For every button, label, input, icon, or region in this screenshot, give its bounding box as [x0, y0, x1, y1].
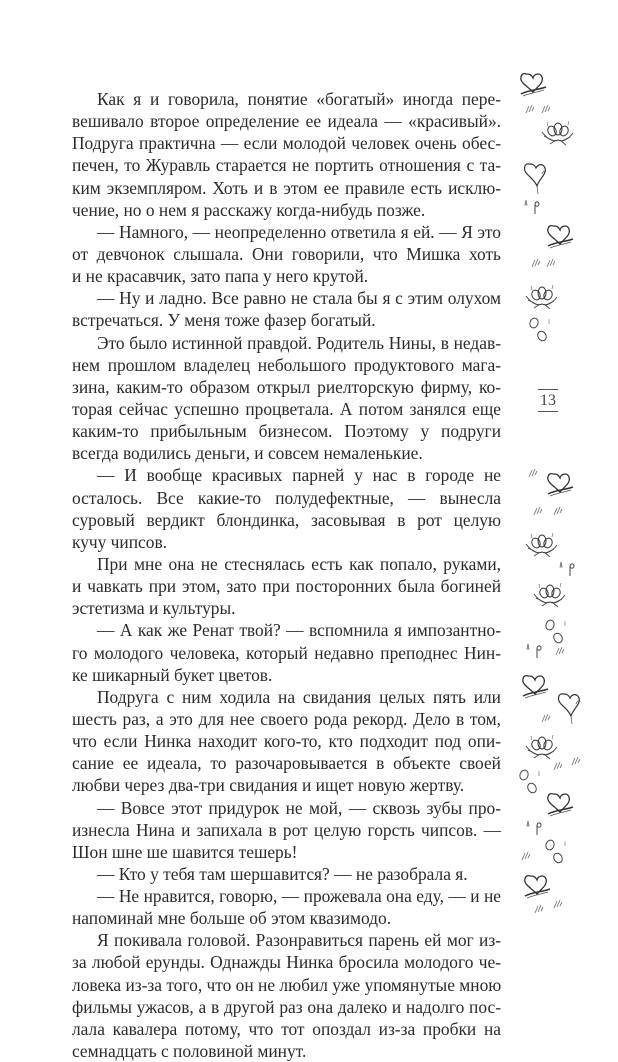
text-line: каким-то прибыльным бизнесом. Поэтому у подруги — [72, 421, 501, 442]
text-line: Я покивала головой. Разонравиться парень ей мог из- — [97, 930, 501, 951]
sparkle-ornament-icon — [540, 103, 552, 115]
text-line: Это было истинной правдой. Родитель Нины, в недав- — [97, 332, 501, 353]
sparkle-ornament-icon — [524, 103, 536, 115]
heart-ornament-icon — [522, 872, 552, 900]
text-line: — Кто у тебя там шершавится? — не разобрала я. — [97, 863, 468, 884]
text-line: — И вообще красивых парней у нас в городе не — [97, 465, 501, 486]
heart-ornament-icon — [545, 790, 575, 818]
text-line: всегда водились деньги, и совсем немаленькие. — [72, 443, 423, 464]
text-line: осталось. Все какие-то полудефектные, — вынесла — [72, 487, 501, 508]
text-line: — А как же Ренат твой? — вспомнила я импозантно- — [97, 620, 501, 641]
heart-ornament-icon — [545, 222, 575, 250]
text-line: зина, каким-то образом открыл риелторскую фирму, ко- — [72, 376, 501, 397]
text-line: Подруга с ним ходила на свидания целых пять или — [97, 686, 501, 707]
drops-ornament-icon — [544, 838, 568, 866]
drops-ornament-icon — [544, 618, 568, 646]
heart-tail-ornament-icon — [522, 160, 550, 196]
page-number: 13 — [538, 389, 558, 412]
text-line: встречаться. У меня тоже фазер богатый. — [72, 310, 376, 331]
swirl-ornament-icon — [558, 558, 576, 578]
body-text — [72, 88, 501, 1062]
text-line: — Вовсе этот придурок не мой, — сквозь зубы про- — [97, 797, 501, 818]
text-line: эстетизма и культуры. — [72, 598, 236, 619]
sparkle-ornament-icon — [540, 712, 552, 724]
text-line: суровый вердикт блондинка, засовывая в рот целую — [72, 509, 501, 530]
text-line: ке шикарный букет цветов. — [72, 664, 273, 685]
text-line: лала кавалера потому, что тот опоздал из-за пробки на — [72, 1018, 501, 1039]
sparkle-ornament-icon — [570, 755, 582, 767]
text-line: что если Нинка находит кого-то, кто подходит под опи- — [72, 731, 501, 752]
sparkle-ornament-icon — [520, 850, 532, 862]
text-line: Подруга практична — если молодой человек очень обес- — [72, 133, 501, 154]
flower-ornament-icon — [524, 530, 560, 560]
sparkle-ornament-icon — [527, 467, 539, 479]
text-line: вешивало второе определение ее идеала — «красивый». — [72, 111, 501, 132]
drops-ornament-icon — [528, 316, 552, 344]
text-line: нем прошлом владелец небольшого продуктового мага- — [72, 354, 501, 375]
flower-ornament-icon — [524, 282, 560, 312]
text-line: сание ее идеала, то разочаровывается в объекте своей — [72, 753, 501, 774]
text-line: за любой ерунды. Однажды Нинка бросила молодого че- — [72, 952, 501, 973]
text-line: Как я и говорила, понятие «богатый» иногда пере- — [97, 89, 501, 109]
sparkle-ornament-icon — [532, 505, 544, 517]
text-line: шесть раз, а это для нее своего рода рекорд. Дело в том, — [72, 708, 501, 729]
text-line: и не красавчик, зато папа у него крутой. — [72, 266, 369, 287]
flower-ornament-icon — [524, 732, 560, 762]
drops-ornament-icon — [518, 768, 542, 796]
text-line: торая сейчас успешно процветала. А потом занялся еще — [72, 398, 501, 419]
text-line: — Не нравится, говорю, — прожевала она еду, — и не — [97, 886, 501, 907]
text-line: го молодого человека, который недавно преподнес Нин- — [72, 642, 501, 663]
text-line: Шон шне ше шавится тешерь! — [72, 841, 298, 862]
sparkle-ornament-icon — [530, 257, 542, 269]
text-line: любви через два-три свидания и ищет новую жертву. — [72, 775, 465, 796]
text-line: и чавкать при этом, зато при посторонних была богиней — [72, 576, 501, 597]
text-line: чение, но о нем я расскажу когда-нибудь позже. — [72, 199, 426, 220]
swirl-ornament-icon — [525, 817, 543, 837]
text-line: кучу чипсов. — [72, 531, 168, 552]
text-line: ким экземпляром. Хоть и в этом ее правиле есть исклю- — [72, 177, 501, 198]
heart-ornament-icon — [518, 70, 548, 98]
heart-tail-ornament-icon — [556, 690, 584, 726]
sparkle-ornament-icon — [533, 903, 545, 915]
text-line: напоминай мне больше об этом квазимодо. — [72, 908, 392, 929]
sparkle-ornament-icon — [552, 505, 564, 517]
heart-ornament-icon — [545, 470, 575, 498]
swirl-ornament-icon — [525, 640, 543, 660]
text-line: — Ну и ладно. Все равно не стала бы я с этим олухом — [97, 288, 501, 309]
sparkle-ornament-icon — [545, 257, 557, 269]
flower-ornament-icon — [532, 580, 568, 610]
text-line: от девчонок слышала. Они говорили, что Мишка хоть — [72, 243, 501, 264]
text-line: — Намного, — неопределенно ответила я ей. — Я это — [97, 221, 501, 242]
text-line: семнадцать с половиной минут. — [72, 1041, 307, 1062]
sparkle-ornament-icon — [554, 645, 566, 657]
text-line: фильмы ужасов, а в другой раз она далеко и надолго пос- — [72, 996, 501, 1017]
text-line: ловека из-за того, что он не любил уже упомянутые мною — [72, 974, 502, 995]
swirl-ornament-icon — [523, 196, 541, 216]
sparkle-ornament-icon — [552, 898, 564, 910]
text-line: При мне она не стеснялась есть как попало, руками, — [97, 553, 501, 574]
text-line: изнесла Нина и запихала в рот целую горсть чипсов. — — [72, 819, 501, 840]
flower-ornament-icon — [540, 118, 576, 148]
sparkle-ornament-icon — [552, 760, 564, 772]
text-line: печен, то Журавль старается не портить отношения с та- — [72, 155, 501, 176]
heart-ornament-icon — [520, 672, 550, 700]
